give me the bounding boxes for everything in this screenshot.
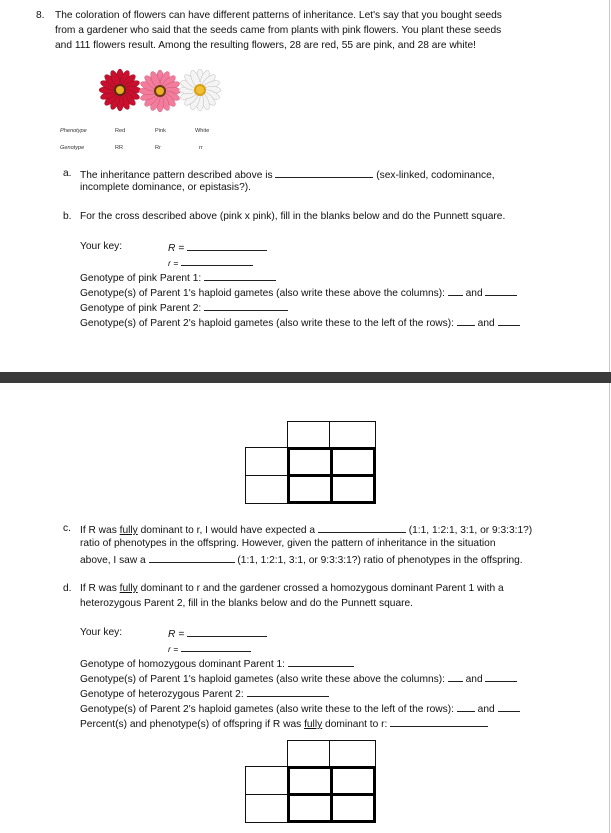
your-key-label: Your key: (80, 241, 123, 252)
genotype-heterozygous-parent-2: Genotype of heterozygous Parent 2: (80, 687, 329, 700)
question-a-line-2: incomplete dominance, or epistasis?). (80, 182, 252, 193)
genotype-pink-parent-1: Genotype of pink Parent 1: (80, 271, 276, 284)
punnett-d-header-col-2[interactable] (329, 740, 376, 767)
red-flower (99, 69, 141, 111)
gamete-p1-blank-1[interactable] (448, 286, 463, 296)
punnett-header-col-1[interactable] (287, 421, 330, 448)
white-label: White (195, 128, 210, 134)
punnett-d-header-row-1[interactable] (245, 766, 288, 795)
question-d-line-1: If R was fully dominant to r and the gardener crossed a homozygous dominant Parent 1 with a (80, 583, 504, 594)
genotype-parent-1-blank[interactable] (204, 271, 276, 281)
question-8-number: 8. (36, 10, 45, 21)
phenotype-label: Phenotype (60, 128, 87, 134)
gamete-p2-blank-2[interactable] (498, 316, 520, 326)
white-genotype: rr (199, 145, 203, 151)
observed-ratio-blank[interactable] (149, 553, 235, 563)
gamete-p1-blank-1-d[interactable] (448, 672, 463, 682)
question-8-text-line-3: and 111 flowers result. Among the resulting flowers, 28 are red, 55 are pink, and 28 are white! (55, 40, 476, 51)
gamete-p1-blank-2[interactable] (485, 286, 517, 296)
page-divider (0, 372, 611, 383)
question-b-letter: b. (63, 211, 72, 222)
genotype-parent-2-blank[interactable] (204, 301, 288, 311)
genotype-parent-2-blank-d[interactable] (247, 687, 329, 697)
punnett-d-header-col-1[interactable] (287, 740, 330, 767)
pink-flower (139, 70, 181, 112)
question-d-line-2: heterozygous Parent 2, fill in the blanks below and do the Punnett square. (80, 598, 414, 609)
percent-phenotype-blank[interactable] (390, 717, 488, 727)
red-label: Red (115, 128, 126, 134)
punnett-square-b (245, 421, 377, 505)
genotype-label: Genotype (60, 145, 85, 151)
gametes-parent-2-d: Genotype(s) of Parent 2's haploid gametes (also write these to the left of the rows): and (80, 702, 520, 715)
punnett-square-d (245, 740, 377, 824)
expected-ratio-blank[interactable] (318, 523, 406, 533)
question-c-line-2: ratio of phenotypes in the offspring. However, given the pattern of inheritance in the situation (80, 538, 496, 549)
genotype-pink-parent-2: Genotype of pink Parent 2: (80, 301, 288, 314)
punnett-d-header-row-2[interactable] (245, 794, 288, 823)
key-R-row: R = (168, 241, 267, 254)
punnett-header-row-1[interactable] (245, 447, 288, 476)
gamete-p2-blank-1-d[interactable] (457, 702, 475, 712)
question-d-letter: d. (63, 583, 72, 594)
gamete-p2-blank-1[interactable] (457, 316, 475, 326)
inheritance-pattern-blank[interactable] (275, 168, 373, 178)
key-R-blank-d[interactable] (187, 627, 267, 637)
key-r-blank[interactable] (181, 256, 253, 266)
key-R-row-d: R = (168, 627, 267, 640)
gametes-parent-1-d: Genotype(s) of Parent 1's haploid gametes (also write these above the columns): and (80, 672, 517, 685)
question-8-text-line-2: from a gardener who said that the seeds came from plants with pink flowers. You plant these seeds (55, 25, 502, 36)
red-genotype: RR (115, 145, 124, 151)
white-flower (179, 69, 221, 111)
worksheet-page-1 (0, 0, 610, 372)
key-r-row-d: r = (168, 642, 251, 654)
pink-genotype: Rr (155, 145, 161, 151)
genotype-parent-1-blank-d[interactable] (288, 657, 354, 667)
your-key-label-d: Your key: (80, 627, 123, 638)
gamete-p1-blank-2-d[interactable] (485, 672, 517, 682)
question-c-line-3: above, I saw a (1:1, 1:2:1, 3:1, or 9:3:3:1?) ratio of phenotypes in the offspring. (80, 555, 523, 566)
pink-label: Pink (155, 128, 166, 134)
question-b-line-1: For the cross described above (pink x pink), fill in the blanks below and do the Punnett square. (80, 211, 506, 222)
percent-phenotype-offspring: Percent(s) and phenotype(s) of offspring if R was fully dominant to r: (80, 717, 488, 730)
question-c-line-1: If R was fully dominant to r, I would have expected a (1:1, 1:2:1, 3:1, or 9:3:3:1?) (80, 525, 533, 536)
gametes-parent-2: Genotype(s) of Parent 2's haploid gametes (also write these to the left of the rows): and (80, 316, 520, 329)
punnett-header-col-2[interactable] (329, 421, 376, 448)
gametes-parent-1: Genotype(s) of Parent 1's haploid gametes (also write these above the columns): and (80, 286, 517, 299)
question-a-line-1: The inheritance pattern described above is (sex-linked, codominance, (80, 170, 495, 181)
punnett-d-grid-hline (287, 793, 376, 796)
question-c-letter: c. (63, 523, 71, 534)
key-R-blank[interactable] (187, 241, 267, 251)
worksheet-page-2 (0, 383, 610, 833)
punnett-header-row-2[interactable] (245, 475, 288, 504)
genotype-homozygous-parent-1: Genotype of homozygous dominant Parent 1: (80, 657, 354, 670)
key-r-blank-d[interactable] (181, 642, 251, 652)
gamete-p2-blank-2-d[interactable] (498, 702, 520, 712)
question-8-text-line-1: The coloration of flowers can have different patterns of inheritance. Let's say that you bought seeds (55, 10, 502, 21)
key-r-row: r = (168, 256, 253, 268)
question-a-letter: a. (63, 168, 72, 179)
flower-illustration (92, 60, 232, 120)
punnett-grid-hline (287, 474, 376, 477)
